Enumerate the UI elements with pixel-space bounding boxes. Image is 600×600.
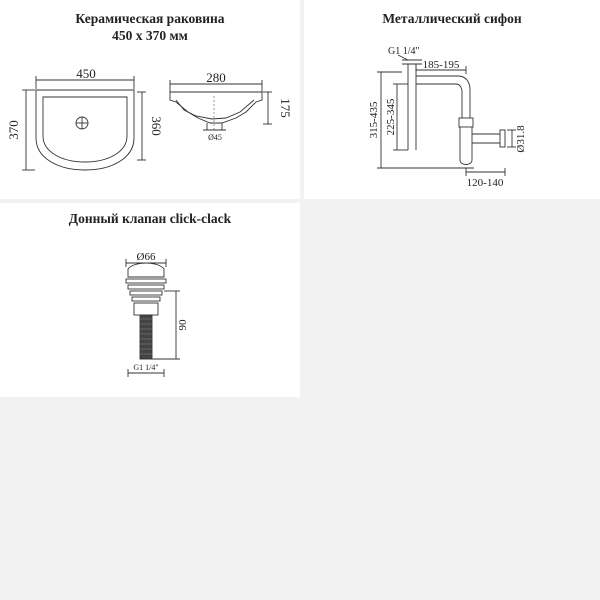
sink-width-label: 450 [76,66,96,81]
valve-drawing [0,203,300,397]
sink-height-label: 370 [6,120,21,140]
siphon-total-height-label: 315-435 [368,101,380,139]
siphon-bottom-reach-label: 120-140 [466,177,504,189]
sink-side-height-label: 175 [278,98,293,118]
sink-subtitle: 450 x 370 мм [112,28,188,43]
sink-side-width-label: 280 [206,70,226,85]
siphon-drawing [304,0,600,199]
valve-diameter-label: Ø66 [136,251,156,263]
valve-panel [0,203,300,397]
siphon-panel [304,0,600,199]
siphon-title: Металлический сифон [382,11,522,26]
siphon-diameter-label: Ø31.8 [515,125,527,153]
siphon-inner-height-label: 225-345 [385,98,397,136]
sink-title: Керамическая раковина [75,11,225,26]
sink-drain-label: Ø45 [208,133,222,142]
sink-panel [0,0,300,199]
siphon-thread-label: G1 1/4" [388,46,420,57]
siphon-top-reach-label: 185-195 [422,59,460,71]
valve-title: Донный клапан click-clack [68,211,232,226]
sink-inner-height-label: 360 [149,116,164,136]
valve-thread-label: G1 1/4" [133,363,159,372]
sink-drawing [0,0,300,199]
valve-height-label: 90 [177,319,189,331]
